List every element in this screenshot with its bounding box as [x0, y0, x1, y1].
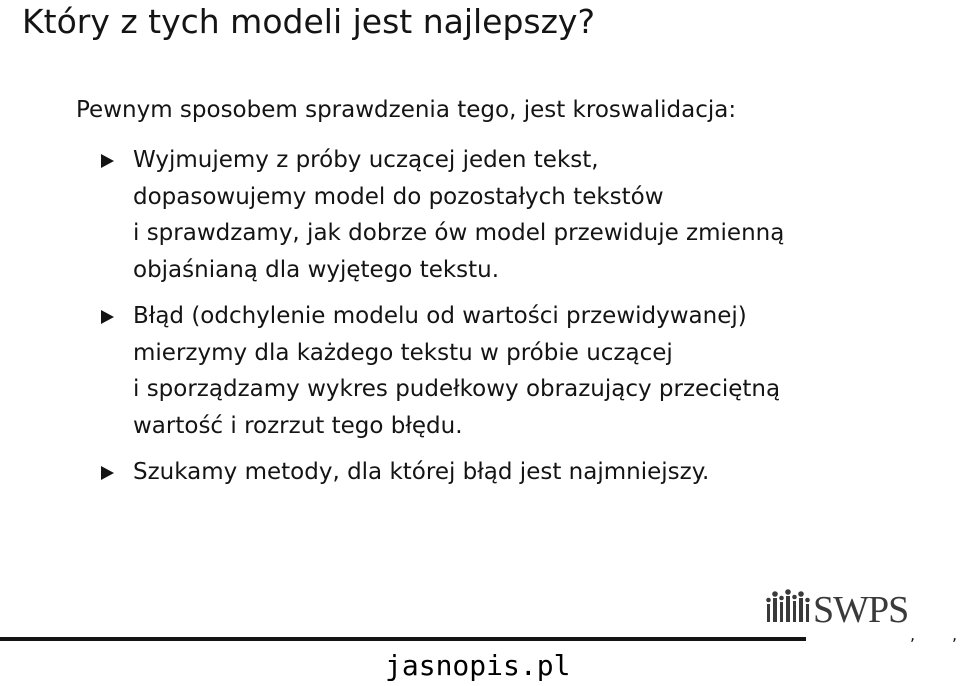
- bullet-line: Szukamy metody, dla której błąd jest najmniejszy.: [133, 459, 710, 485]
- footer-tick: ,: [910, 625, 916, 644]
- slide-title: Który z tych modeli jest najlepszy?: [22, 2, 595, 41]
- footer-tick: ,: [952, 625, 958, 644]
- bullet-item: [0, 298, 784, 444]
- bullet-line: Wyjmujemy z próby uczącej jeden tekst,: [133, 147, 599, 173]
- bullet-list: [0, 142, 784, 501]
- bullet-line: Błąd (odchylenie modelu od wartości przewidywanej): [133, 303, 747, 329]
- bullet-line: objaśnianą dla wyjętego tekstu.: [133, 256, 500, 283]
- bullet-line: mierzymy dla każdego tekstu w próbie uczącej: [133, 339, 673, 366]
- triangle-bullet-icon: [101, 154, 114, 168]
- triangle-bullet-icon: [101, 466, 114, 480]
- watermark: jasnopis.pl: [385, 649, 571, 682]
- triangle-bullet-icon: [101, 310, 114, 324]
- bullet-line: i sporządzamy wykres pudełkowy obrazujący przeciętną: [133, 376, 781, 402]
- people-silhouettes-icon: [765, 586, 813, 634]
- intro-text: Pewnym sposobem sprawdzenia tego, jest kroswalidacja:: [76, 97, 737, 123]
- logo-text: SWPS: [813, 589, 909, 631]
- bullet-line: wartość i rozrzut tego błędu.: [133, 412, 463, 439]
- swps-logo: [765, 586, 910, 634]
- footer-divider: [0, 637, 806, 641]
- bullet-line: dopasowujemy model do pozostałych tekstów: [133, 183, 664, 210]
- bullet-line: i sprawdzamy, jak dobrze ów model przewiduje zmienną: [133, 220, 785, 246]
- bullet-item: [0, 142, 784, 288]
- bullet-item: [0, 454, 784, 491]
